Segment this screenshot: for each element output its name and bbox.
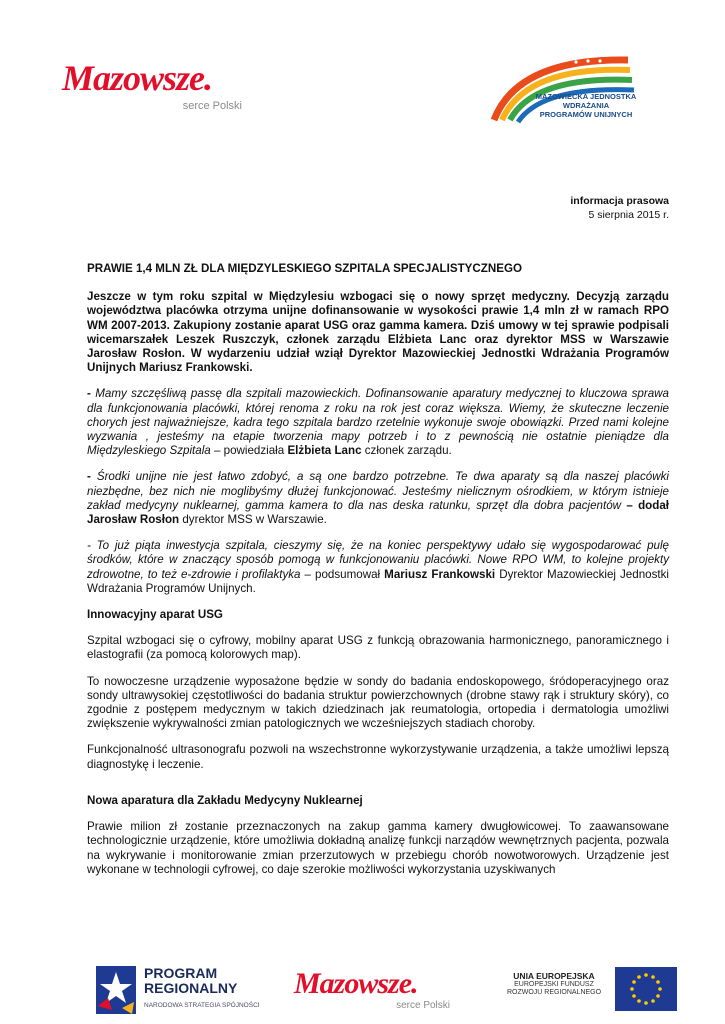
paragraph-usg-1: Szpital wzbogaci się o cyfrowy, mobilny aparat USG z funkcją obrazowania harmonicznego, panoramicznego i elastografii (za pomocą kolorowych map). <box>87 634 669 662</box>
press-release-label: informacja prasowa <box>570 195 669 207</box>
article-lead: Jeszcze w tym roku szpital w Międzylesiu wzbogaci się o nowy sprzęt medyczny. Decyzją zarządu województwa placówka otrzyma unijne dofinansowanie w wysokości prawie 1,4 mln zł w ramach RPO WM 2007-2013. Zakupiony zostanie aparat USG oraz gamma kamera. Dziś umowy w tej sprawie podpisali wicemarszałek Leszek Ruszczyk, członek zarządu Elżbieta Lanc oraz dyrektor MSS w Warszawie Jarosław Rosłon. W wydarzeniu udział wziął Dyrektor Mazowieckiej Jednostki Wdrażania Programów Unijnych Mariusz Frankowski. <box>87 290 669 375</box>
eu-title: UNIA EUROPEJSKA <box>513 971 595 981</box>
quote-lanc <box>87 387 669 458</box>
quote-attribution-prefix: – dodał <box>621 498 669 512</box>
section-heading-usg: Innowacyjny aparat USG <box>87 608 223 622</box>
program-regionalny-title <box>144 966 237 996</box>
footer-logos <box>92 962 677 1020</box>
mazowsze-logo <box>62 58 252 118</box>
speaker-name: Mariusz Frankowski <box>384 567 496 581</box>
program-line-1: PROGRAM <box>144 965 218 981</box>
program-line-2: REGIONALNY <box>144 980 238 996</box>
section-heading-nuclear: Nowa aparatura dla Zakładu Medycyny Nuklearnej <box>87 793 363 807</box>
mjwpu-line-2: WDRAŻANIA <box>562 101 610 110</box>
mazowsze-footer-logo <box>294 964 464 1018</box>
quote-frankowski <box>87 539 669 596</box>
article-body <box>87 262 669 889</box>
mjwpu-logo-text <box>526 92 646 119</box>
quote-text: Środki unijne nie jest łatwo zdobyć, a są one bardzo potrzebne. Te dwa aparaty są dla naszej placówki niezbędne, bez nich nie moglibyśmy dłużej funkcjonować. Jesteśmy nielicznym ośrodkiem, w którym istnieje zakład medycyny nuklearnej, gamma kamera to dla nas deska ratunku, sprzęt dla dobra pacjentów <box>87 470 669 512</box>
quote-attribution-suffix: Dyrektor Mazowieckiej Jednostki Wdrażania Programów Unijnych. <box>87 567 669 595</box>
mazowsze-logo-tagline: serce Polski <box>182 100 242 112</box>
mjwpu-line-1: MAZOWIECKA JEDNOSTKA <box>535 92 637 101</box>
release-date: 5 sierpnia 2015 r. <box>588 209 669 221</box>
program-regionalny-subtitle: NARODOWA STRATEGIA SPÓJNOŚCI <box>144 1002 260 1009</box>
quote-text: Mamy szczęśliwą passę dla szpitali mazowieckich. Dofinansowanie aparatury medycznej to kluczowa sprawa dla funkcjonowania placówki, której renoma z roku na rok jest coraz większa. Wiemy, że skuteczne leczenie chorych jest najważniejsze, kadra tego szpitala bardzo rzetelnie wykonuje swoje obowiązki. Przed nami kolejne wyzwania , jesteśmy na etapie tworzenia mapy potrzeb i to z pewnością nie ostatnie pieniądze dla Międzyleskiego Szpitala <box>87 387 669 458</box>
eu-flag-icon <box>615 967 677 1011</box>
quote-dash: - <box>87 387 91 401</box>
eu-fund-text <box>504 972 604 998</box>
quote-attribution-suffix: członek zarządu. <box>361 444 452 458</box>
quote-text: - To już piąta inwestycja szpitala, cieszymy się, że na koniec perspektywy udało się wygospodarować pulę środków, które w znaczący sposób pomogą w funkcjonowaniu placówki. Nowe RPO WM, to kolejne projekty zdrowotne, to też e-zdrowie i profilaktyka <box>87 539 669 581</box>
quote-roslon <box>87 470 669 527</box>
mjwpu-line-3: PROGRAMÓW UNIJNYCH <box>539 110 633 119</box>
program-regionalny-star-icon <box>92 962 140 1018</box>
speaker-name: Jarosław Rosłon <box>87 513 180 527</box>
quote-attribution-prefix: – podsumował <box>300 567 385 581</box>
mazowsze-logo-wordmark: Mazowsze. <box>62 58 213 98</box>
eu-line-2: ROZWOJU REGIONALNEGO <box>506 989 602 996</box>
program-regionalny-logo <box>92 962 282 1018</box>
quote-attribution-prefix: – powiedziała <box>210 444 288 458</box>
eu-line-1: EUROPEJSKI FUNDUSZ <box>514 980 594 988</box>
quote-dash: - <box>87 470 91 484</box>
mazowsze-footer-wordmark: Mazowsze. <box>294 967 418 1000</box>
quote-attribution-suffix: dyrektor MSS w Warszawie. <box>179 513 327 527</box>
mjwpu-logo <box>488 50 648 130</box>
paragraph-usg-2: To nowoczesne urządzenie wyposażone będzie w sondy do badania endoskopowego, śródoperacyjnego oraz sondy ultrawysokiej częstotliwości do badania struktur powierzchownych (drobne stawy rąk i struktury skóry), co zgodnie z postępem medycznym w takich dziedzinach jak reumatologia, ortopedia i dermatologia umożliwi zwiększenie wykrywalności zmian patologicznych we wcześniejszych stadiach choroby. <box>87 674 669 731</box>
article-title: PRAWIE 1,4 MLN ZŁ DLA MIĘDZYLESKIEGO SZPITALA SPECJALISTYCZNEGO <box>87 262 523 275</box>
dateline <box>570 194 669 222</box>
mazowsze-footer-tagline: serce Polski <box>396 1000 450 1011</box>
speaker-name: Elżbieta Lanc <box>287 444 362 458</box>
paragraph-nuclear-1: Prawie milion zł zostanie przeznaczonych na zakup gamma kamery dwugłowicowej. To zaawansowane technologicznie urządzenie, które umożliwia dokładną analizę funkcji narządów wewnętrznych pacjenta, pozwala na wykrywanie i monitorowanie zmian przerzutowych w przebiegu chorób nowotworowych. Urządzenie jest wykonane w technologii cyfrowej, co daje szerokie możliwości wykorzystania uzyskiwanych <box>87 820 669 876</box>
paragraph-usg-3: Funkcjonalność ultrasonografu pozwoli na wszechstronne wykorzystywanie urządzenia, a także umożliwi lepszą diagnostykę i leczenie. <box>87 743 669 771</box>
